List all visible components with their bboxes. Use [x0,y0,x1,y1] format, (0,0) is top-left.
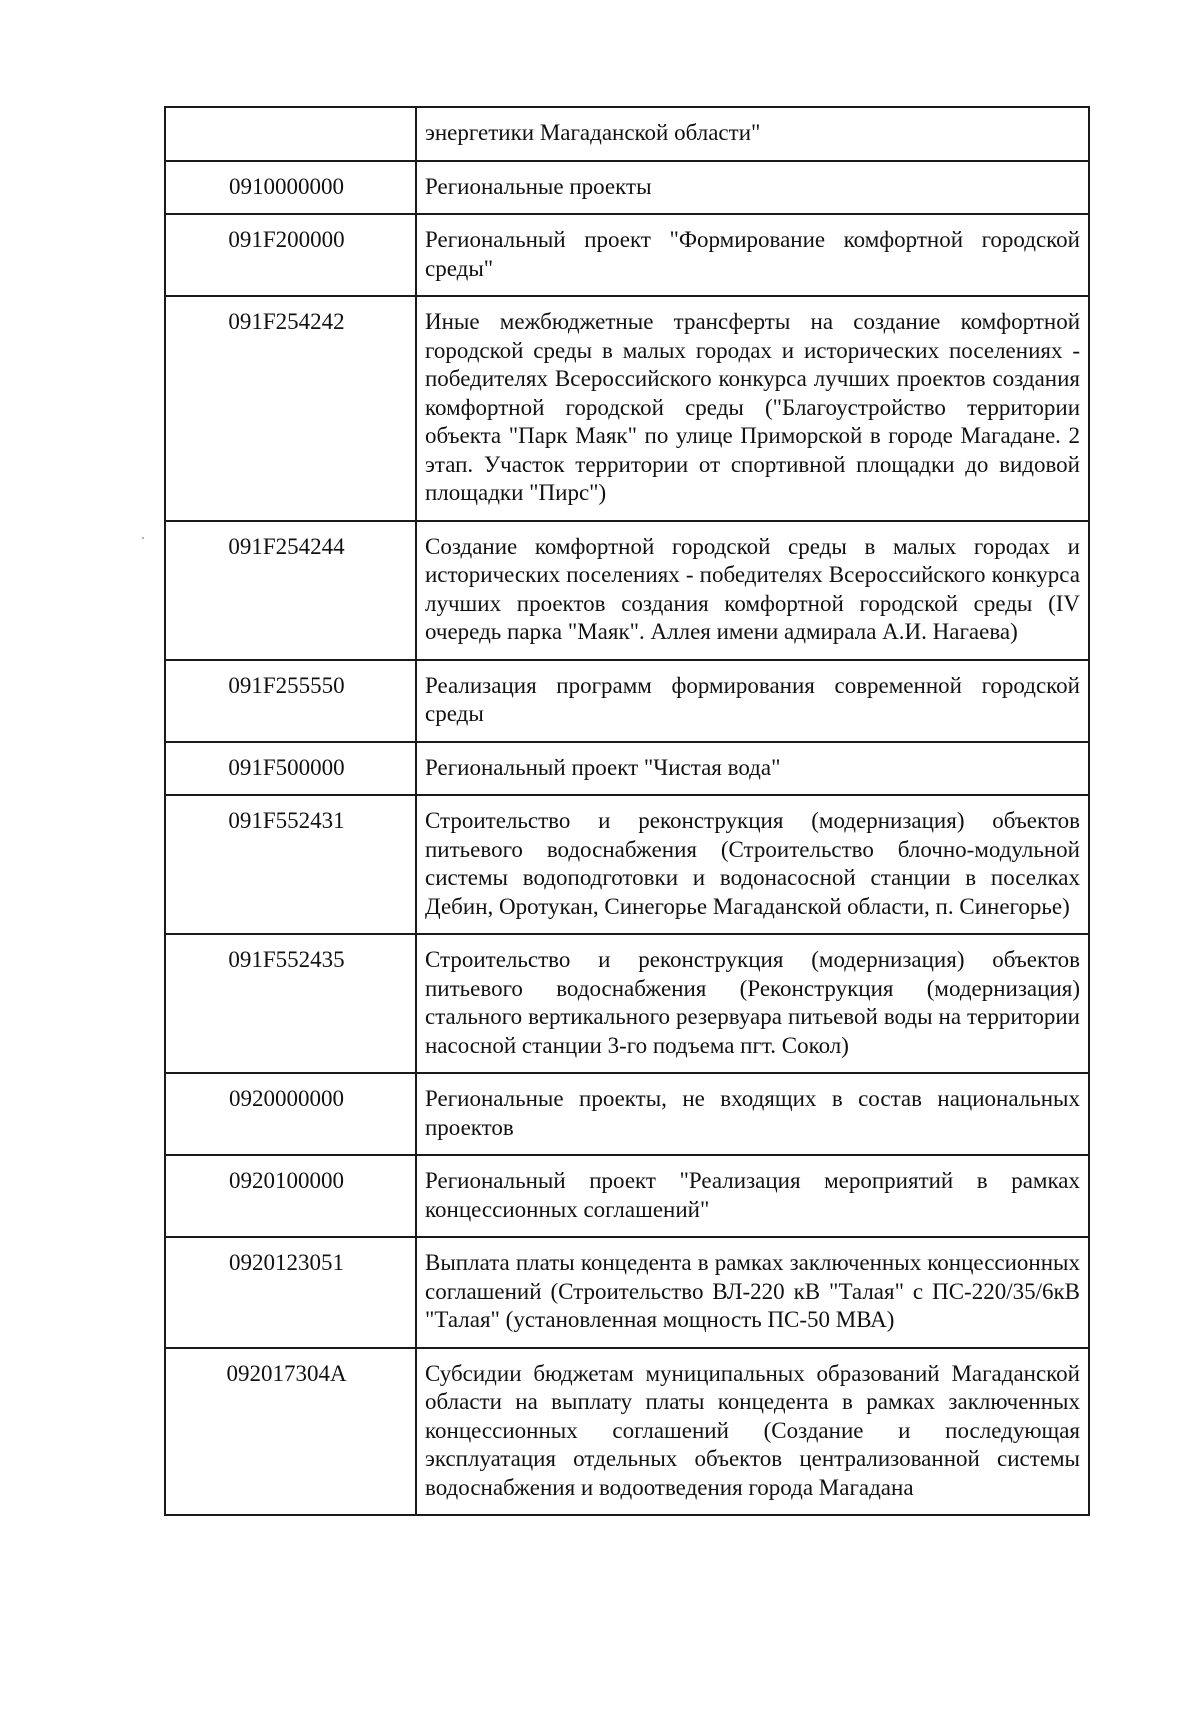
budget-code-cell: 091F500000 [165,742,416,796]
description-cell: Создание комфортной городской среды в малых городах и исторических поселениях - победителях Всероссийского конкурса лучших проектов создания комфортной городской среды (IV очередь парка "Маяк". Аллея имени адмирала А.И. Нагаева) [416,521,1089,660]
description-cell: Строительство и реконструкция (модернизация) объектов питьевого водоснабжения (Строительство блочно-модульной системы водоподготовки и водонасосной станции в поселках Дебин, Оротукан, Синегорье Магаданской области, п. Синегорье) [416,795,1089,934]
table-row [165,1237,1089,1348]
table-row [165,1155,1089,1237]
description-cell: Региональные проекты [416,161,1089,215]
table-row [165,214,1089,296]
table-body [165,107,1089,1515]
budget-code-cell [165,107,416,161]
description-cell: Субсидии бюджетам муниципальных образований Магаданской области на выплату платы концедента в рамках заключенных концессионных соглашений (Создание и последующая эксплуатация отдельных объектов централизованной системы водоснабжения и водоотведения города Магадана [416,1348,1089,1516]
table-row [165,742,1089,796]
scan-speck [142,537,144,539]
description-cell: Реализация программ формирования современной городской среды [416,660,1089,742]
description-cell: Региональный проект "Формирование комфортной городской среды" [416,214,1089,296]
description-cell: энергетики Магаданской области" [416,107,1089,161]
description-cell: Строительство и реконструкция (модернизация) объектов питьевого водоснабжения (Реконструкция (модернизация) стального вертикального резервуара питьевой воды на территории насосной станции 3-го подъема пгт. Сокол) [416,934,1089,1073]
budget-code-cell: 091F254244 [165,521,416,660]
budget-code-cell: 0920123051 [165,1237,416,1348]
table-row [165,161,1089,215]
budget-code-cell: 0920100000 [165,1155,416,1237]
table-row [165,521,1089,660]
description-cell: Региональный проект "Чистая вода" [416,742,1089,796]
table-row [165,296,1089,521]
budget-code-cell: 091F200000 [165,214,416,296]
table-row [165,795,1089,934]
table-row [165,107,1089,161]
budget-code-cell: 092017304A [165,1348,416,1516]
table-row [165,1073,1089,1155]
budget-code-cell: 091F552431 [165,795,416,934]
table-row [165,1348,1089,1516]
description-cell: Региональные проекты, не входящих в состав национальных проектов [416,1073,1089,1155]
table-row [165,660,1089,742]
budget-classification-table [164,106,1090,1516]
description-cell: Иные межбюджетные трансферты на создание комфортной городской среды в малых городах и исторических поселениях - победителях Всероссийского конкурса лучших проектов создания комфортной городской среды ("Благоустройство территории объекта "Парк Маяк" по улице Приморской в городе Магадане. 2 этап. Участок территории от спортивной площадки до видовой площадки "Пирс") [416,296,1089,521]
budget-code-cell: 091F255550 [165,660,416,742]
budget-code-cell: 091F254242 [165,296,416,521]
description-cell: Выплата платы концедента в рамках заключенных концессионных соглашений (Строительство ВЛ-220 кВ "Талая" с ПС-220/35/6кВ "Талая" (установленная мощность ПС-50 МВА) [416,1237,1089,1348]
table-row [165,934,1089,1073]
description-cell: Региональный проект "Реализация мероприятий в рамках концессионных соглашений" [416,1155,1089,1237]
budget-code-cell: 091F552435 [165,934,416,1073]
budget-code-cell: 0910000000 [165,161,416,215]
budget-code-cell: 0920000000 [165,1073,416,1155]
